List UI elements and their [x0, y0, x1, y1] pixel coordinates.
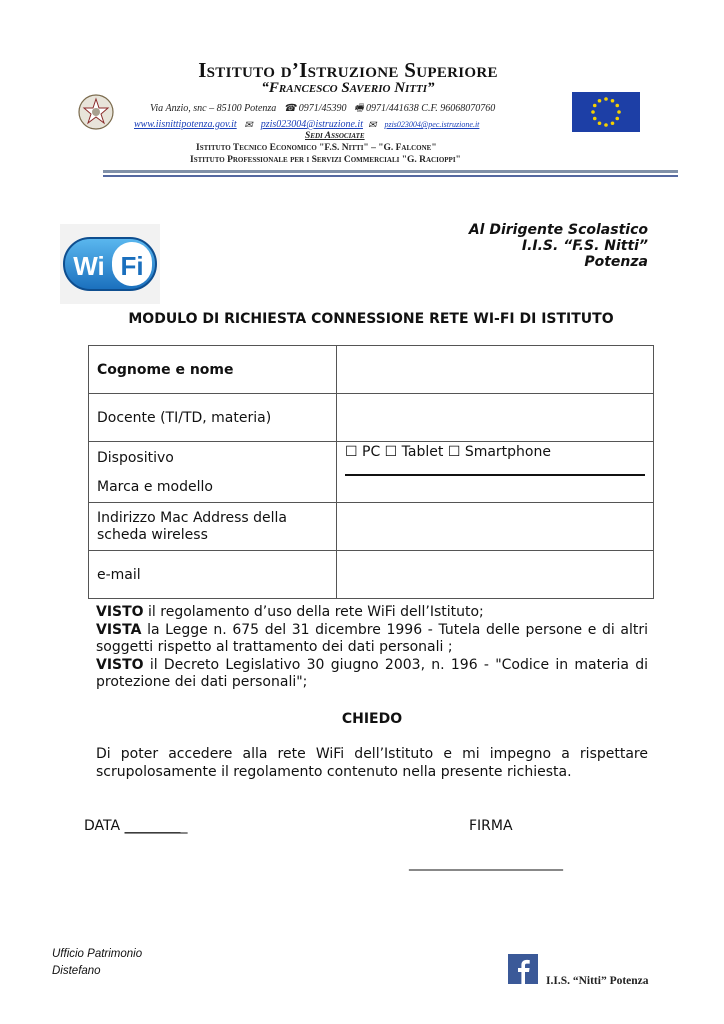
addressee-line-1: Al Dirigente Scolastico — [468, 222, 648, 238]
svg-text:Wi: Wi — [73, 251, 105, 281]
docente-label: Docente (TI/TD, materia) — [89, 394, 337, 442]
address-line: Via Anzio, snc – 85100 Potenza ☎ 0971/45390 🖷 0971/441638 C.F. 96068070760 — [150, 103, 496, 114]
signature-label: FIRMA — [469, 818, 513, 834]
italian-republic-emblem-icon — [76, 92, 116, 132]
table-row — [89, 503, 654, 551]
marca-modello-line[interactable] — [345, 474, 645, 476]
facebook-page-label[interactable]: I.I.S. “Nitti” Potenza — [546, 975, 649, 987]
mac-field[interactable] — [337, 503, 654, 551]
marca-label: Marca e modello — [97, 479, 213, 495]
contacts-line — [134, 119, 479, 130]
premises-block — [96, 604, 648, 692]
website-link[interactable]: www.iisnittipotenza.gov.it — [134, 119, 237, 130]
sede-professionale: Istituto Professionale per i Servizi Commerciali "G. Racioppi" — [190, 155, 461, 165]
name-field[interactable] — [337, 346, 654, 394]
eu-flag-icon — [572, 92, 640, 132]
phone-icon: ☎ — [278, 103, 297, 114]
eu-star — [593, 104, 597, 108]
docente-field[interactable] — [337, 394, 654, 442]
letterhead-rule-bottom — [103, 175, 678, 177]
date-label: DATA — [84, 818, 121, 834]
date-field[interactable]: ________ — [124, 818, 181, 834]
device-label-cell — [89, 442, 337, 503]
school-subtitle: “Francesco Saverio Nitti” — [261, 80, 435, 96]
sede-tecnico: Istituto Tecnico Economico "F.S. Nitti" – "G. Falcone" — [196, 143, 437, 153]
addressee-line-3: Potenza — [584, 254, 648, 270]
device-options[interactable]: ☐ PC ☐ Tablet ☐ Smartphone — [345, 444, 551, 460]
dispositivo-label: Dispositivo — [97, 450, 174, 466]
device-field[interactable] — [337, 442, 654, 503]
eu-star — [598, 121, 602, 125]
eu-star — [593, 117, 597, 121]
form-title: MODULO DI RICHIESTA CONNESSIONE RETE WI-FI DI ISTITUTO — [128, 311, 614, 327]
chiedo-heading: CHIEDO — [341, 711, 403, 727]
mac-label: Indirizzo Mac Address della scheda wireless — [89, 503, 337, 551]
eu-star — [611, 99, 615, 103]
eu-star — [615, 117, 619, 121]
svg-text:Fi: Fi — [120, 251, 144, 281]
sedi-associate-title: Sedi Associate — [305, 131, 365, 141]
facebook-icon[interactable] — [508, 954, 538, 984]
visto-2: VISTO il Decreto Legislativo 30 giugno 2003, n. 196 - "Codice in materia di protezione dei dati personali"; — [96, 656, 648, 690]
table-row — [89, 346, 654, 394]
eu-star — [598, 99, 602, 103]
table-row — [89, 551, 654, 599]
table-row — [89, 394, 654, 442]
email-field[interactable] — [337, 551, 654, 599]
date-row: DATA _________ — [84, 818, 188, 834]
eu-star — [615, 104, 619, 108]
eu-star — [591, 110, 595, 114]
footer-office: Ufficio Patrimonio — [52, 948, 143, 960]
table-row — [89, 442, 654, 503]
eu-star — [604, 123, 608, 127]
eu-star — [604, 97, 608, 101]
pec-email-link[interactable]: pzis023004@pec.istruzione.it — [384, 120, 480, 129]
eu-star — [617, 110, 621, 114]
wifi-logo-icon — [60, 224, 160, 304]
fax-icon: 🖷 — [349, 103, 364, 114]
pec-mail-icon: ✉ — [367, 119, 377, 131]
name-label: Cognome e nome — [89, 346, 337, 394]
email-label: e-mail — [89, 551, 337, 599]
footer-name: Distefano — [52, 965, 101, 977]
vista: VISTA la Legge n. 675 del 31 dicembre 1996 - Tutela delle persone e di altri soggetti rispetto al trattamento dei dati personali ; — [96, 621, 648, 655]
email-link[interactable]: pzis023004@istruzione.it — [260, 119, 363, 130]
mail-icon: ✉ — [244, 119, 253, 131]
school-name: Istituto d’Istruzione Superiore — [198, 58, 498, 82]
letterhead-rule-top — [103, 170, 678, 173]
eu-star — [611, 121, 615, 125]
signature-field[interactable]: ______________________ — [409, 855, 563, 871]
addressee-line-2: I.I.S. “F.S. Nitti” — [521, 238, 648, 254]
visto-1: VISTO il regolamento d’uso della rete WiFi dell’Istituto; — [96, 604, 484, 620]
request-text: Di poter accedere alla rete WiFi dell’Istituto e mi impegno a rispettare scrupolosamente il regolamento contenuto nella presente richiesta. — [96, 746, 648, 780]
request-table — [88, 345, 654, 599]
